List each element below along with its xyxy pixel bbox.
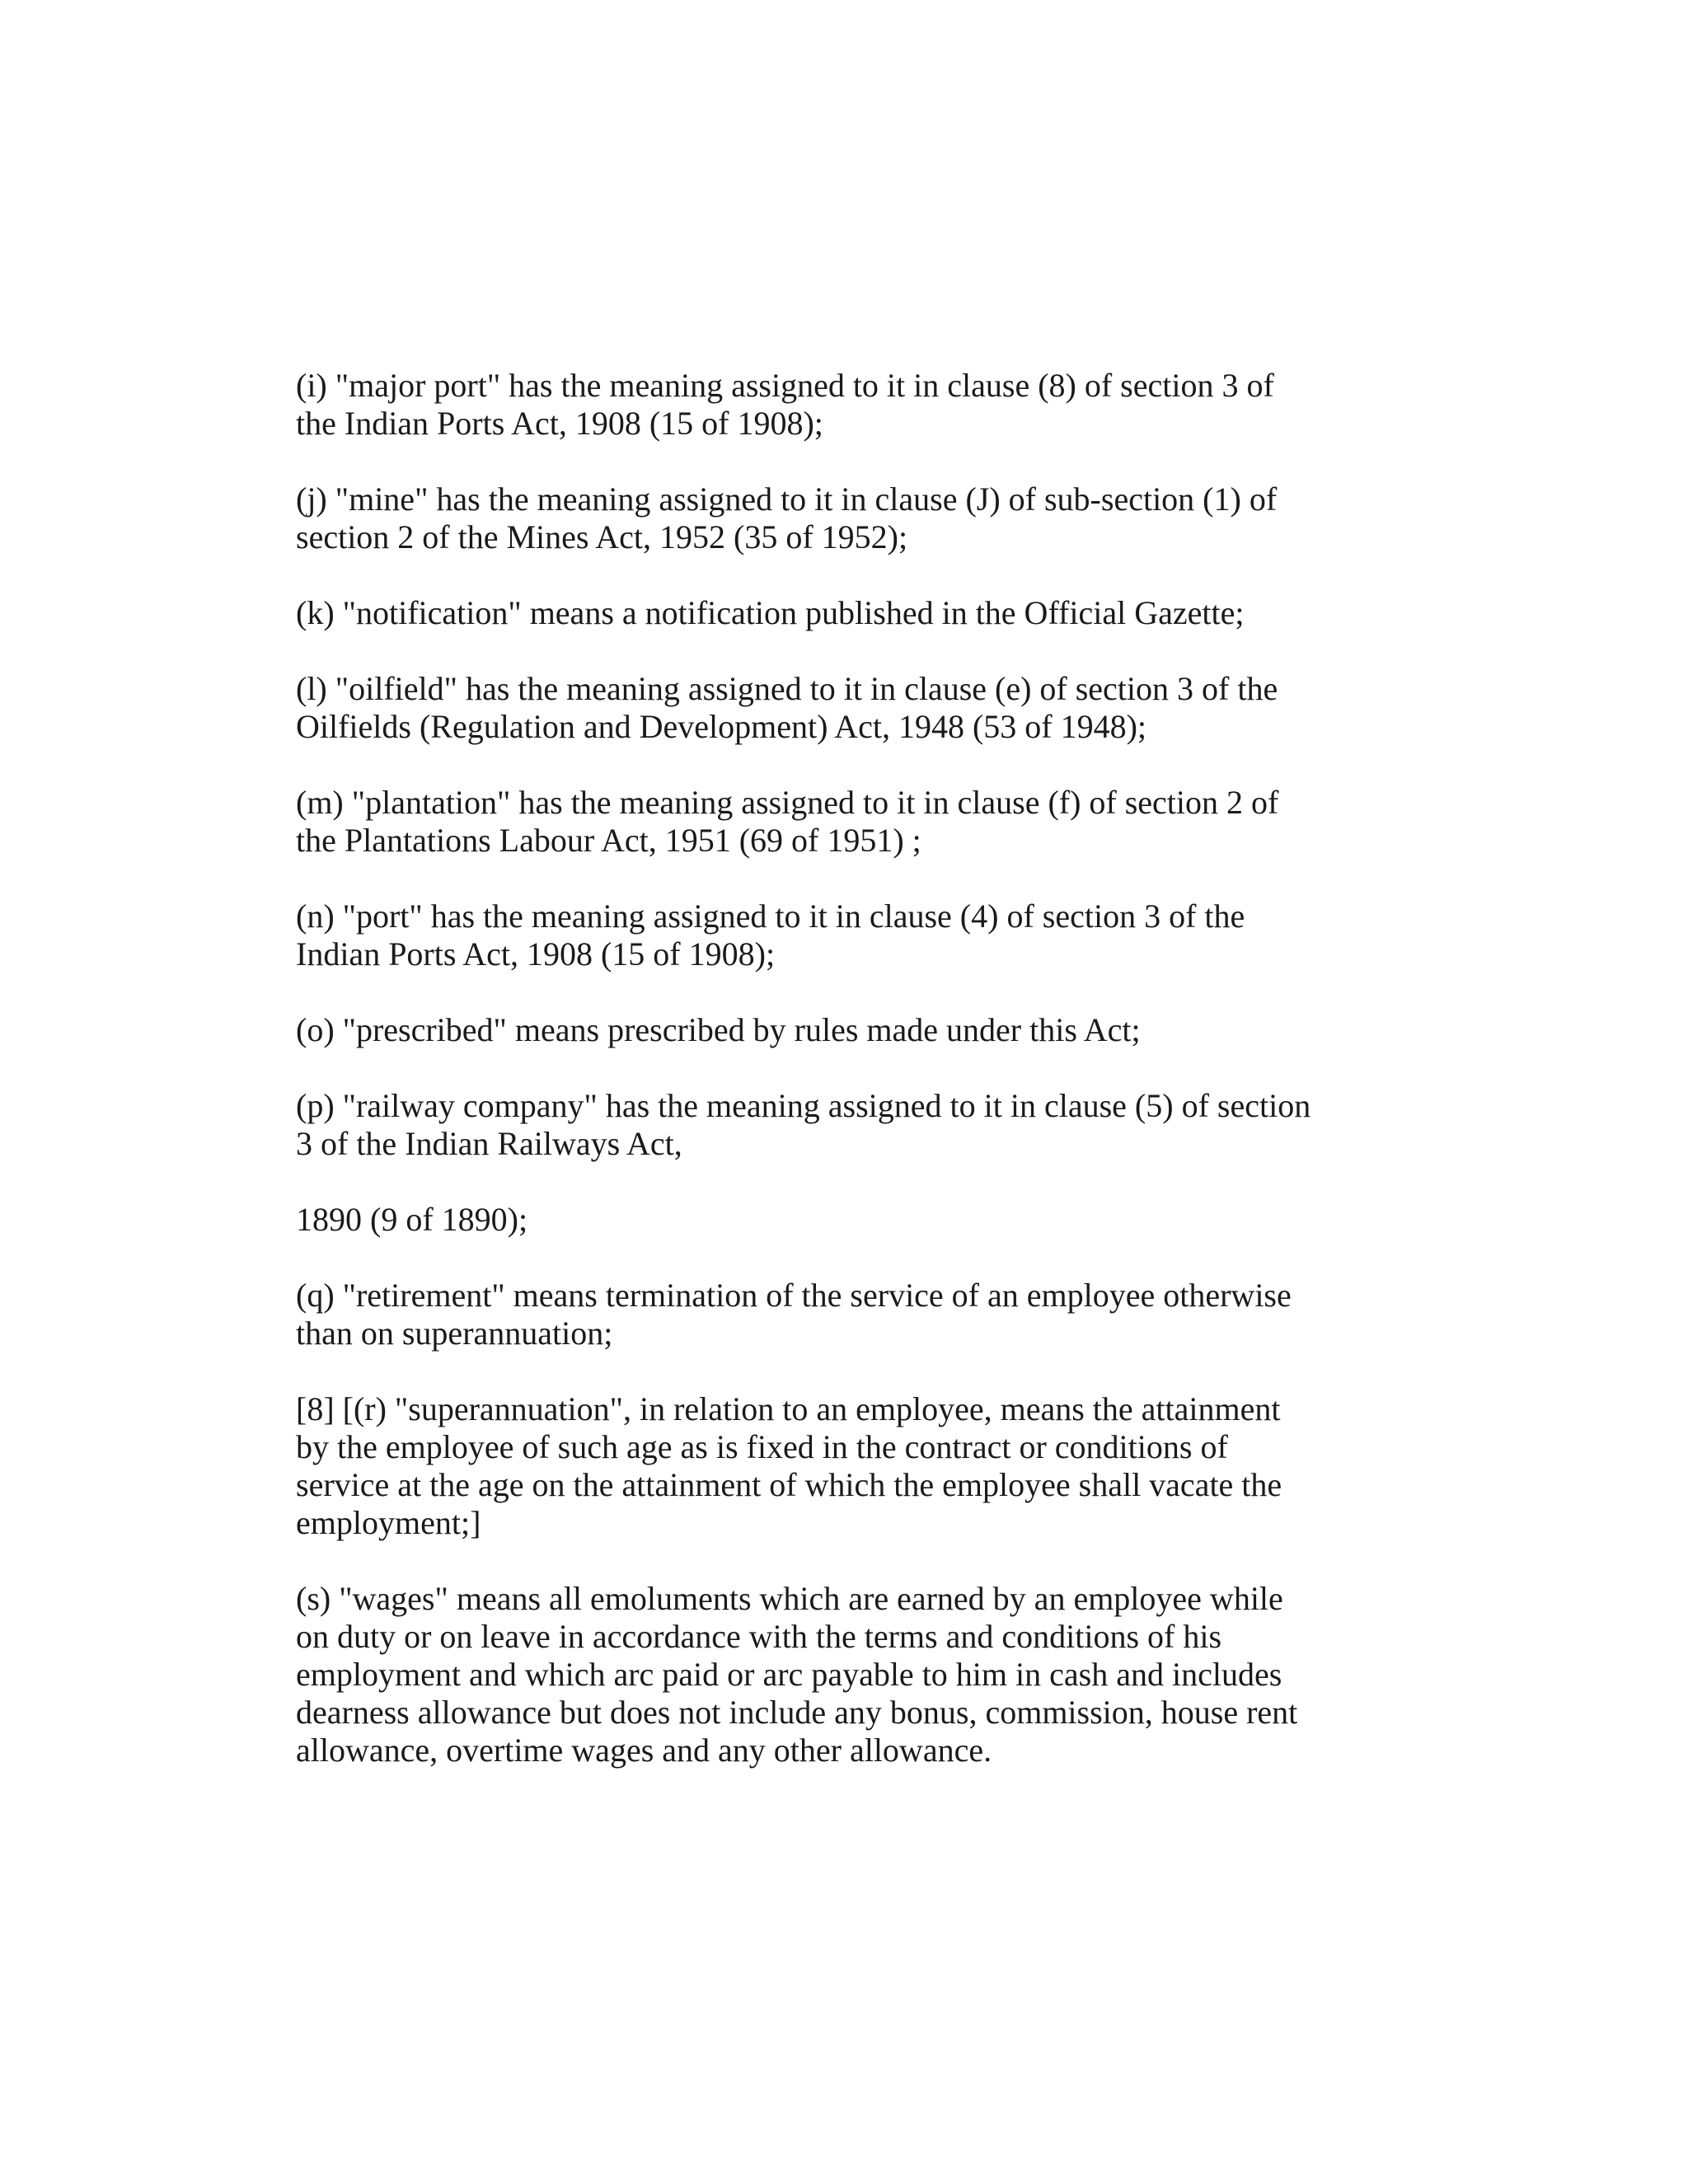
text-line: (m) "plantation" has the meaning assigned to it in clause (f) of section 2 of [296,784,1279,821]
text-line: 3 of the Indian Railways Act, [296,1125,682,1162]
text-line: dearness allowance but does not include any bonus, commission, house rent [296,1694,1298,1731]
document-body [296,367,1334,1807]
text-line: on duty or on leave in accordance with the terms and conditions of his [296,1618,1222,1655]
definition-n [296,898,1334,973]
text-line: employment;] [296,1504,481,1541]
text-line: the Plantations Labour Act, 1951 (69 of 1951) ; [296,822,921,859]
text-line: than on superannuation; [296,1315,613,1352]
text-line: [8] [(r) "superannuation", in relation to an employee, means the attainment [296,1390,1281,1427]
text-line: section 2 of the Mines Act, 1952 (35 of 1952); [296,518,908,555]
text-line: (j) "mine" has the meaning assigned to it in clause (J) of sub-section (1) of [296,480,1278,518]
text-line: (l) "oilfield" has the meaning assigned to it in clause (e) of section 3 of the [296,670,1278,707]
text-line: (p) "railway company" has the meaning assigned to it in clause (5) of section [296,1087,1311,1124]
definition-k [296,594,1334,632]
text-line: (s) "wages" means all emoluments which are earned by an employee while [296,1580,1283,1617]
text-line: (i) "major port" has the meaning assigned to it in clause (8) of section 3 of [296,367,1274,404]
definition-q [296,1277,1334,1352]
text-line: (k) "notification" means a notification published in the Official Gazette; [296,594,1245,631]
definition-p-continuation [296,1201,1334,1239]
text-line: the Indian Ports Act, 1908 (15 of 1908); [296,405,823,442]
text-line: allowance, overtime wages and any other allowance. [296,1732,992,1769]
text-line: Indian Ports Act, 1908 (15 of 1908); [296,935,776,972]
text-line: by the employee of such age as is fixed in the contract or conditions of [296,1428,1228,1465]
definition-p [296,1087,1334,1163]
definition-l [296,670,1334,746]
text-line: employment and which arc paid or arc payable to him in cash and includes [296,1656,1282,1693]
text-line: (n) "port" has the meaning assigned to it in clause (4) of section 3 of the [296,898,1245,935]
definition-s [296,1580,1334,1769]
text-line: (o) "prescribed" means prescribed by rules made under this Act; [296,1011,1141,1048]
definition-i [296,367,1334,443]
definition-m [296,784,1334,860]
text-line: Oilfields (Regulation and Development) Act, 1948 (53 of 1948); [296,708,1147,745]
text-line: 1890 (9 of 1890); [296,1201,528,1238]
definition-o [296,1011,1334,1049]
text-line: (q) "retirement" means termination of the service of an employee otherwise [296,1277,1292,1314]
definition-r [296,1390,1334,1542]
definition-j [296,480,1334,556]
text-line: service at the age on the attainment of which the employee shall vacate the [296,1466,1282,1503]
